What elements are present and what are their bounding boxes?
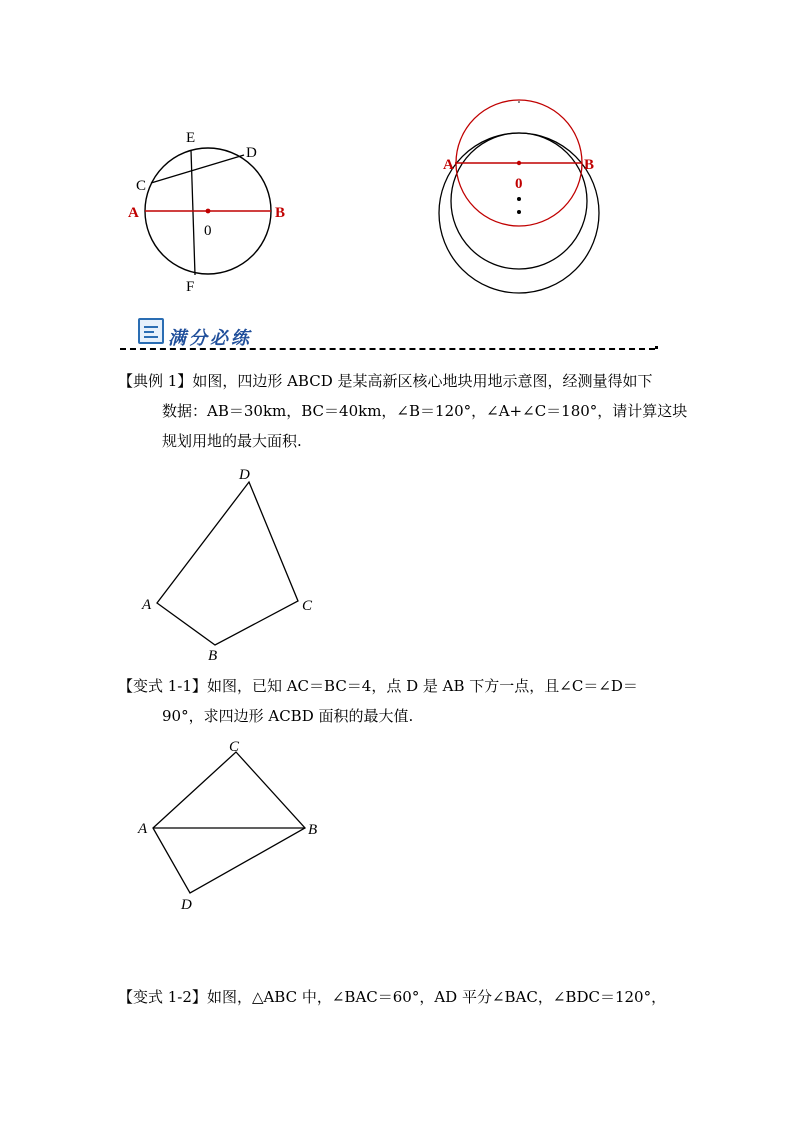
example-1-line-1 <box>118 366 687 396</box>
circle-chord-figure <box>120 120 310 300</box>
section-header <box>120 316 660 356</box>
label-b2: B <box>584 157 595 173</box>
quad-abcd <box>157 482 298 645</box>
example-1 <box>118 366 687 456</box>
quadrilateral-abcd-figure <box>135 462 335 667</box>
variant-1-1-line-2: 90°，求四边形 ACBD 面积的最大值. <box>162 707 414 725</box>
label-a: A <box>128 205 139 221</box>
variant-1-1-tag: 【变式 1-1】 <box>118 677 207 695</box>
quad-acbd <box>153 752 305 893</box>
quadrilateral-acbd-figure <box>130 735 330 915</box>
example-1-line-2: 数据：AB＝30km，BC＝40km，∠B＝120°，∠A+∠C＝180°，请计算这块 <box>162 402 688 420</box>
label-c4: C <box>229 739 240 755</box>
label-o: 0 <box>204 223 212 239</box>
example-1-tag: 【典例 1】 <box>118 372 193 390</box>
divider-end-dot <box>655 346 658 349</box>
label-a3: A <box>142 597 152 613</box>
tiny-dot <box>518 101 520 103</box>
label-b4: B <box>308 822 318 838</box>
example-1-text-1: 如图，四边形 ABCD 是某高新区核心地块用地示意图，经测量得如下 <box>192 372 653 390</box>
label-f: F <box>186 279 195 295</box>
label-d4: D <box>181 897 192 913</box>
section-title: 满分必练 <box>168 328 252 349</box>
example-1-line-3: 规划用地的最大面积. <box>162 432 302 450</box>
dashed-divider <box>120 348 655 350</box>
variant-1-1-line-1 <box>118 671 638 701</box>
center-dot-1 <box>517 197 521 201</box>
label-e: E <box>186 130 196 146</box>
variant-1-2-line-1 <box>118 982 666 1012</box>
label-d: D <box>246 145 257 161</box>
label-b: B <box>275 205 286 221</box>
chord-cd <box>151 155 244 183</box>
variant-1-1-text-1: 如图，已知 AC＝BC＝4，点 D 是 AB 下方一点，且∠C＝∠D＝ <box>206 677 638 695</box>
center-red <box>517 161 521 165</box>
variant-1-2-tag: 【变式 1-2】 <box>118 988 207 1006</box>
label-b3: B <box>208 648 218 664</box>
center-point <box>206 209 211 214</box>
label-a2: A <box>443 157 454 173</box>
variant-1-1 <box>118 671 638 731</box>
label-c: C <box>136 178 147 194</box>
notepad-icon <box>138 318 164 344</box>
label-d3: D <box>239 467 250 483</box>
label-o2: 0 <box>515 176 523 192</box>
center-dot-2 <box>517 210 521 214</box>
variant-1-2 <box>118 982 666 1012</box>
label-c3: C <box>302 598 313 614</box>
circles-through-ab-figure <box>435 95 615 295</box>
label-a4: A <box>138 821 148 837</box>
variant-1-2-text-1: 如图，△ABC 中，∠BAC＝60°，AD 平分∠BAC，∠BDC＝120°， <box>206 988 667 1006</box>
chord-ef <box>191 150 195 275</box>
